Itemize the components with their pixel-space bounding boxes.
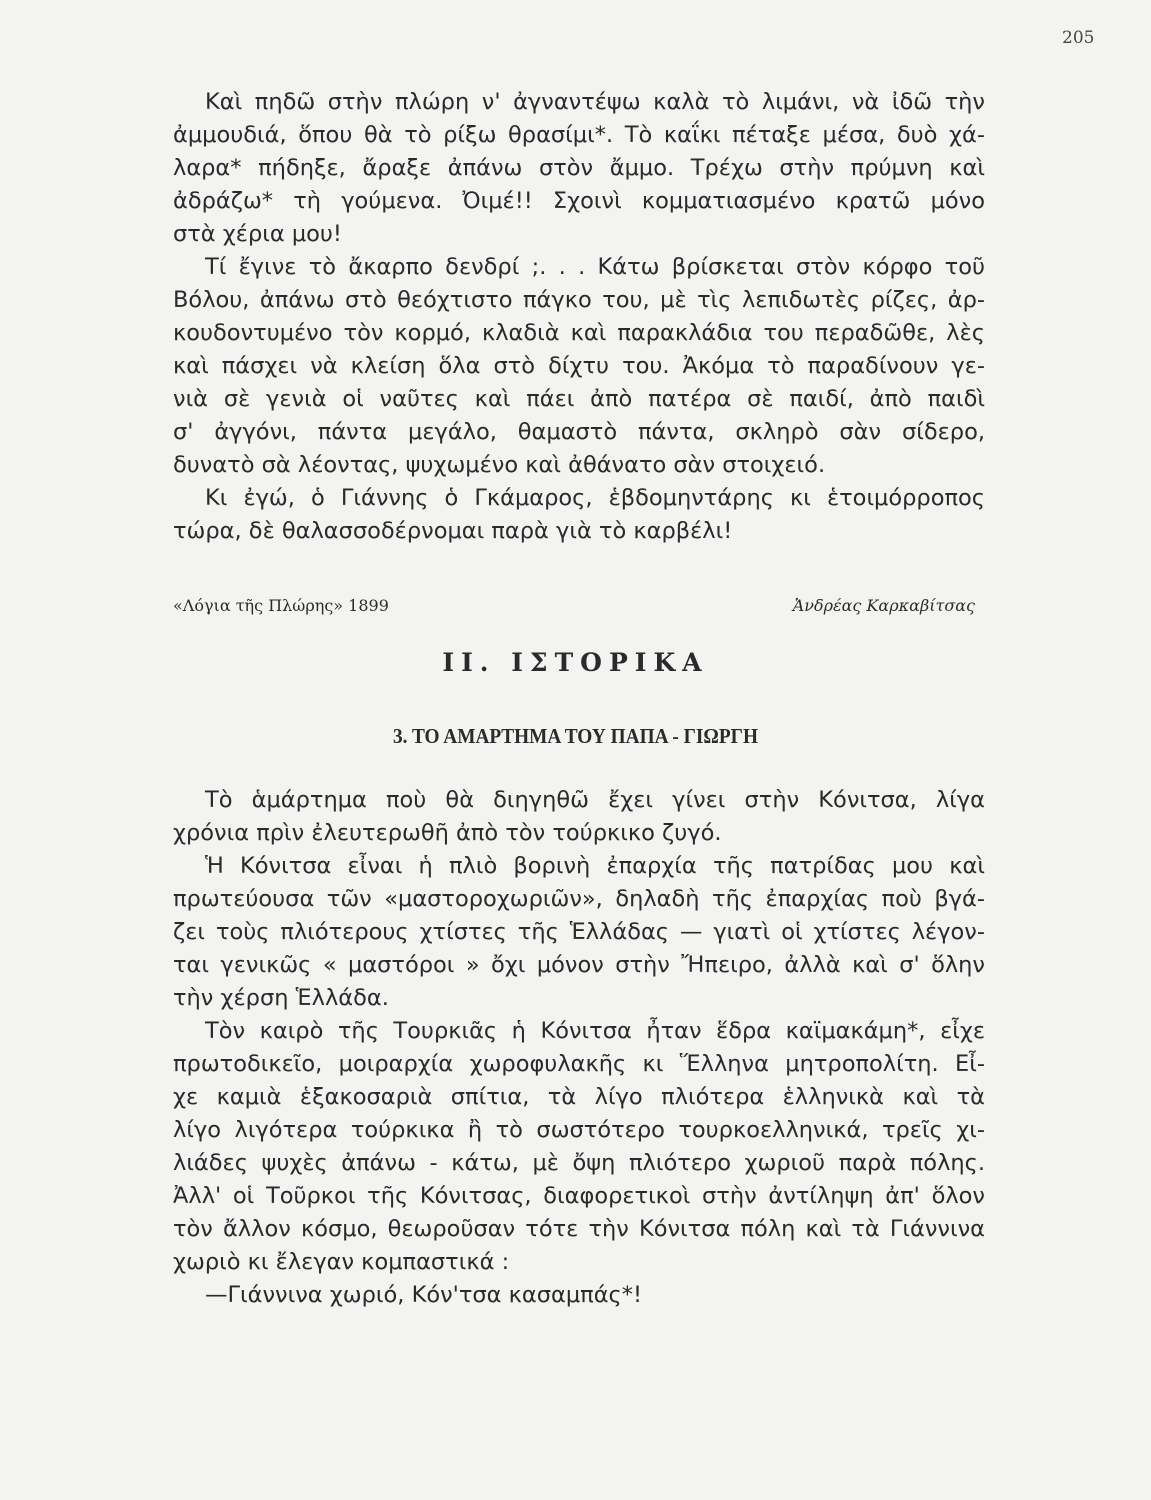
text-line: Τὸν καιρὸ τῆς Τουρκιᾶς ἡ Κόνιτσα ἦταν ἕδρα καϊμακάμη*, εἶχε bbox=[205, 1018, 985, 1044]
text-line: τὸν ἄλλον κόσμο, θεωροῦσαν τότε τὴν Κόνιτσα πόλη καὶ τὰ Γιάννινα bbox=[173, 1216, 985, 1242]
text-line: χρόνια πρὶν ἐλευτερωθῆ ἀπὸ τὸν τούρκικο ζυγό. bbox=[173, 820, 722, 846]
text-line: στὰ χέρια μου! bbox=[173, 221, 342, 247]
text-line: πρωτοδικεῖο, μοιραρχία χωροφυλακῆς κι Ἕλληνα μητροπολίτη. Εἶ- bbox=[173, 1051, 985, 1077]
text-line: λαρα* πήδηξε, ἄραξε ἀπάνω στὸν ἄμμο. Τρέχω στὴν πρύμνη καὶ bbox=[173, 155, 985, 181]
text-line: ται γενικῶς « μαστόροι » ὄχι μόνον στὴν Ἤπειρο, ἀλλὰ καὶ σ' ὅλην bbox=[173, 952, 985, 978]
text-line: τώρα, δὲ θαλασσοδέρνομαι παρὰ γιὰ τὸ καρβέλι! bbox=[173, 518, 733, 544]
text-line: κουδοντυμένο τὸν κορμό, κλαδιὰ καὶ παρακλάδια του περαδῶθε, λὲς bbox=[173, 320, 985, 346]
passage-chapter-3 bbox=[173, 784, 985, 1312]
text-line: χε καμιὰ ἑξακοσαριὰ σπίτια, τὰ λίγο πλιότερα ἑλληνικὰ καὶ τὰ bbox=[173, 1084, 985, 1110]
text-line: δυνατὸ σὰ λέοντας, ψυχωμένο καὶ ἀθάνατο σὰν στοιχειό. bbox=[173, 452, 826, 478]
source-author: Ἀνδρέας Καρκαβίτσας bbox=[792, 596, 975, 615]
passage-karkavitsas bbox=[173, 86, 985, 548]
text-line: τὴν χέρση Ἑλλάδα. bbox=[173, 985, 389, 1011]
text-line: νιὰ σὲ γενιὰ οἱ ναῦτες καὶ πάει ἀπὸ πατέρα σὲ παιδί, ἀπὸ παιδὶ bbox=[173, 386, 985, 412]
text-line: Ἀλλ' οἱ Τοῦρκοι τῆς Κόνιτσας, διαφορετικοὶ στὴν ἀντίληψη ἀπ' ὅλον bbox=[173, 1183, 985, 1209]
chapter-title: 3. ΤΟ ΑΜΑΡΤΗΜΑ ΤΟΥ ΠΑΠΑ - ΓΙΩΡΓΗ bbox=[392, 724, 758, 748]
text-line: ἀμμουδιά, ὅπου θὰ τὸ ρίξω θρασίμι*. Τὸ καΐκι πέταξε μέσα, δυὸ χά- bbox=[173, 122, 985, 148]
text-line: Καὶ πηδῶ στὴν πλώρη ν' ἀγναντέψω καλὰ τὸ λιμάνι, νὰ ἰδῶ τὴν bbox=[205, 89, 985, 115]
text-line: καὶ πάσχει νὰ κλείση ὅλα στὸ δίχτυ του. Ἀκόμα τὸ παραδίνουν γε- bbox=[173, 353, 985, 379]
text-line: χωριὸ κι ἔλεγαν κομπαστικά : bbox=[173, 1249, 510, 1275]
text-line: λιάδες ψυχὲς ἀπάνω - κάτω, μὲ ὄψη πλιότερο χωριοῦ παρὰ πόλης. bbox=[173, 1150, 985, 1176]
text-line: Βόλου, ἀπάνω στὸ θεόχτιστο πάγκο του, μὲ τὶς λεπιδωτὲς ρίζες, ἀρ- bbox=[173, 287, 985, 313]
text-line: σ' ἀγγόνι, πάντα μεγάλο, θαμαστὸ πάντα, σκληρὸ σὰν σίδερο, bbox=[173, 419, 985, 445]
text-line: Κι ἐγώ, ὁ Γιάννης ὁ Γκάμαρος, ἑβδομηντάρης κι ἑτοιμόρροπος bbox=[205, 485, 985, 511]
text-line: ζει τοὺς πλιότερους χτίστες τῆς Ἑλλάδας — γιατὶ οἱ χτίστες λέγον- bbox=[173, 919, 985, 945]
page-number: 205 bbox=[1062, 28, 1095, 48]
text-line: λίγο λιγότερα τούρκικα ἢ τὸ σωστότερο τουρκοελληνικά, τρεῖς χι- bbox=[173, 1117, 985, 1143]
text-line: ἀδράζω* τὴ γούμενα. Ὀιμέ!! Σχοινὶ κομματιασμένο κρατῶ μόνο bbox=[173, 188, 985, 214]
source-work: «Λόγια τῆς Πλώρης» 1899 bbox=[173, 596, 389, 615]
text-line: —Γιάννινα χωριό, Κόν'τσα κασαμπάς*! bbox=[205, 1282, 643, 1308]
text-line: πρωτεύουσα τῶν «μαστοροχωριῶν», δηλαδὴ τῆς ἐπαρχίας ποὺ βγά- bbox=[173, 886, 985, 912]
text-line: Τὸ ἁμάρτημα ποὺ θὰ διηγηθῶ ἔχει γίνει στὴν Κόνιτσα, λίγα bbox=[205, 787, 985, 813]
text-line: Ἡ Κόνιτσα εἶναι ἡ πλιὸ βορινὴ ἐπαρχία τῆς πατρίδας μου καὶ bbox=[205, 853, 985, 879]
section-title: ΙΙ. ΙΣΤΟΡΙΚΑ bbox=[442, 648, 709, 677]
source-citation bbox=[173, 596, 985, 615]
text-line: Τί ἔγινε τὸ ἄκαρπο δενδρί ;. . . Κάτω βρίσκεται στὸν κόρφο τοῦ bbox=[205, 254, 985, 280]
